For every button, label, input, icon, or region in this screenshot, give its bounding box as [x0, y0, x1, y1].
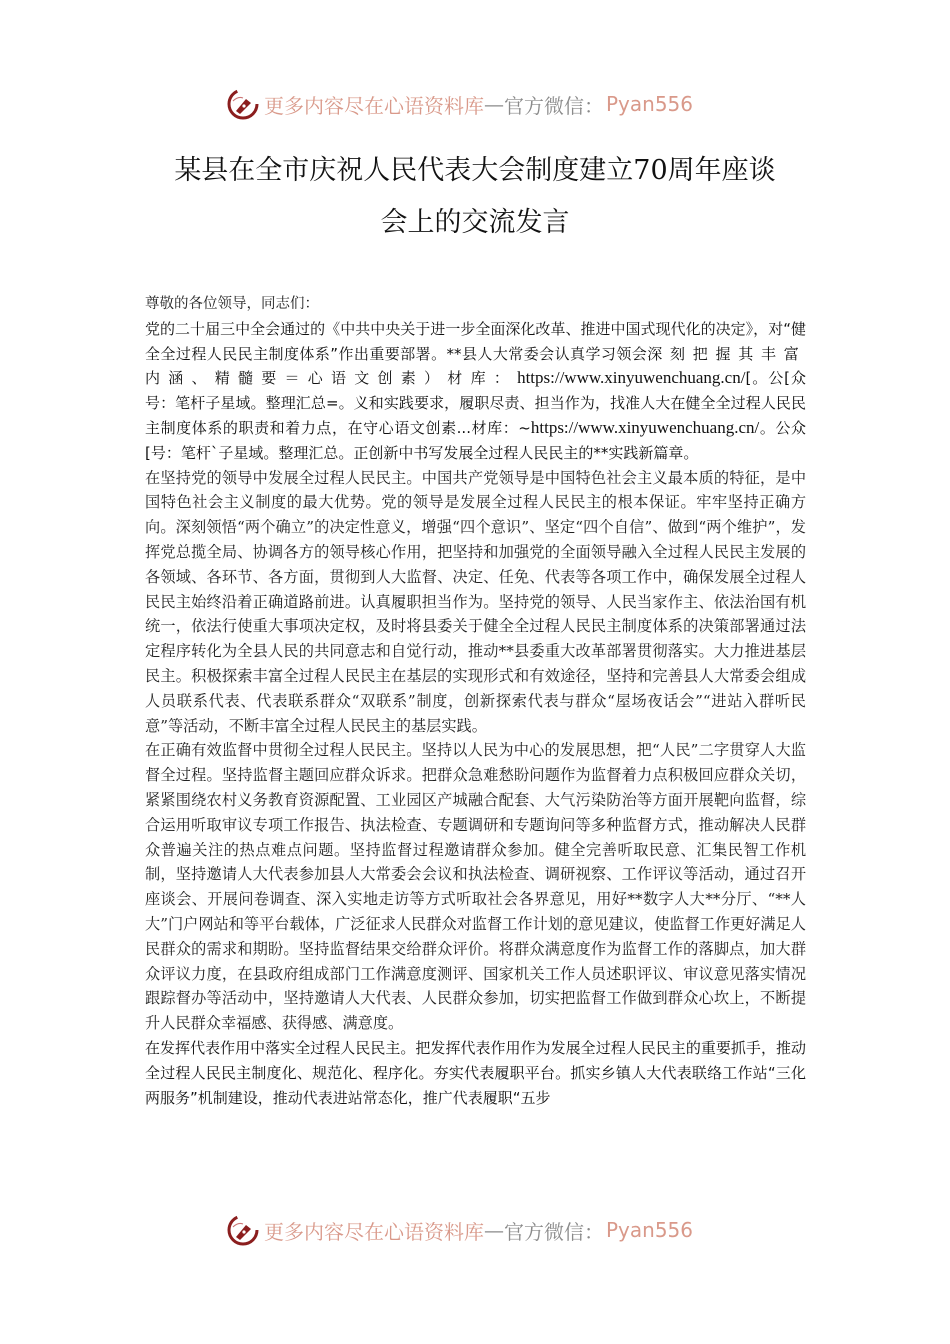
watermark-banner-bottom: [226, 1210, 726, 1250]
intro-text-2: 深刻把握其丰富内涵、精髓要＝心语文创素）材库：: [145, 344, 806, 388]
watermark-wechat-id: Pyan556: [606, 1218, 694, 1242]
watermark-dash: —: [484, 92, 504, 116]
watermark-main-text: 更多内容尽在心语资料库: [264, 1219, 484, 1244]
watermark-sub-text: 官方微信：: [504, 1219, 604, 1244]
document-title: [140, 145, 810, 249]
intro-text-4: 。公众[号：笔杆`子星域。整理汇总。正创新中书写发展全过程人民民主的**实践新篇章。: [145, 418, 806, 462]
paragraph-party-leadership: 在坚持党的领导中发展全过程人民民主。中国共产党领导是中国特色社会主义最本质的特征，是中国特色社会主义制度的最大优势。党的领导是发展全过程人民民主的根本保证。牢牢坚持正确方向。深刻领悟“两个确立”的决定性意义，增强“四个意识”、坚定“四个自信”、做到“两个维护”，发挥党总揽全局、协调各方的领导核心作用，把坚持和加强党的全面领导融入全过程人民民主发展的各领域、各环节、各方面，贯彻到人大监督、决定、任免、代表等各项工作中，确保发展全过程人民民主始终沿着正确道路前进。认真履职担当作为。坚持党的领导、人民当家作主、依法治国有机统一，依法行使重大事项决定权，及时将县委关于健全全过程人民民主制度体系的决策部署通过法定程序转化为全县人民的共同意志和自觉行动，推动**县委重大改革部署贯彻落实。大力推进基层民主。积极探索丰富全过程人民民主在基层的实现形式和有效途径，坚持和完善县人大常委会组成人员联系代表、代表联系群众“双联系”制度，创新探索代表与群众“屋场夜话会”“进站入群听民意”等活动，不断丰富全过程人民民主的基层实践。: [145, 468, 806, 735]
document-title-line-1: 某县在全市庆祝人民代表大会制度建立70周年座谈: [174, 155, 776, 186]
intro-url-1: https://www.xinyuwenchuang.cn/: [517, 368, 746, 388]
intro-text-1: 党的二十届三中全会通过的《中共中央关于进一步全面深化改革、推进中国式现代化的决定》，对“健全全过程人民民主制度体系”作出重要部署。**县人大常委会认真学习领会: [145, 319, 806, 363]
document-body: [145, 292, 806, 1110]
intro-text-3: [。公[众号：笔杆子星域。整理汇总=。义和实践要求，履职尽责、担当作为，找准人大在健全全过程人民民主制度体系的职责和着力点，在守心语文创素...材库：~: [145, 369, 806, 437]
intro-url-2: https://www.xinyuwenchuang.cn/: [530, 417, 760, 437]
watermark-main-text: 更多内容尽在心语资料库: [264, 93, 484, 118]
paragraph-deputies: 在发挥代表作用中落实全过程人民民主。把发挥代表作用作为发展全过程人民民主的重要抓手，推动全过程人民民主制度化、规范化、程序化。夯实代表履职平台。抓实乡镇人大代表联络工作站“三化两服务”机制建设，推动代表进站常态化，推广代表履职“五步: [145, 1038, 806, 1107]
watermark-sub-text: 官方微信：: [504, 93, 604, 118]
document-title-line-2: 会上的交流发言: [380, 207, 570, 238]
pen-nib-logo-icon: [226, 87, 260, 121]
intro-paragraph: [145, 317, 806, 466]
paragraph-supervision: 在正确有效监督中贯彻全过程人民民主。坚持以人民为中心的发展思想，把“人民”二字贯穿人大监督全过程。坚持监督主题回应群众诉求。把群众急难愁盼问题作为监督着力点积极回应群众关切，紧紧围绕农村义务教育资源配置、工业园区产城融合配套、大气污染防治等方面开展靶向监督，综合运用听取审议专项工作报告、执法检查、专题调研和专题询问等多种监督方式，推动解决人民群众普遍关注的热点难点问题。坚持监督过程邀请群众参加。健全完善听取民意、汇集民智工作机制，坚持邀请人大代表参加县人大常委会会议和执法检查、调研视察、工作评议等活动，通过召开座谈会、开展问卷调查、深入实地走访等方式听取社会各界意见，用好**数字人大**分厅、“**人大”门户网站和等平台载体，广泛征求人民群众对监督工作计划的意见建议，使监督工作更好满足人民群众的需求和期盼。坚持监督结果交给群众评价。将群众满意度作为监督工作的落脚点，加大群众评议力度，在县政府组成部门工作满意度测评、国家机关工作人员述职评议、审议意见落实情况跟踪督办等活动中，坚持邀请人大代表、人民群众参加，切实把监督工作做到群众心坎上，不断提升人民群众幸福感、获得感、满意度。: [145, 741, 806, 1033]
watermark-wechat-id: Pyan556: [606, 92, 694, 116]
watermark-dash: —: [484, 1218, 504, 1242]
watermark-banner-top: [226, 84, 726, 124]
pen-nib-logo-icon: [226, 1213, 260, 1247]
greeting: 尊敬的各位领导，同志们：: [145, 296, 319, 312]
